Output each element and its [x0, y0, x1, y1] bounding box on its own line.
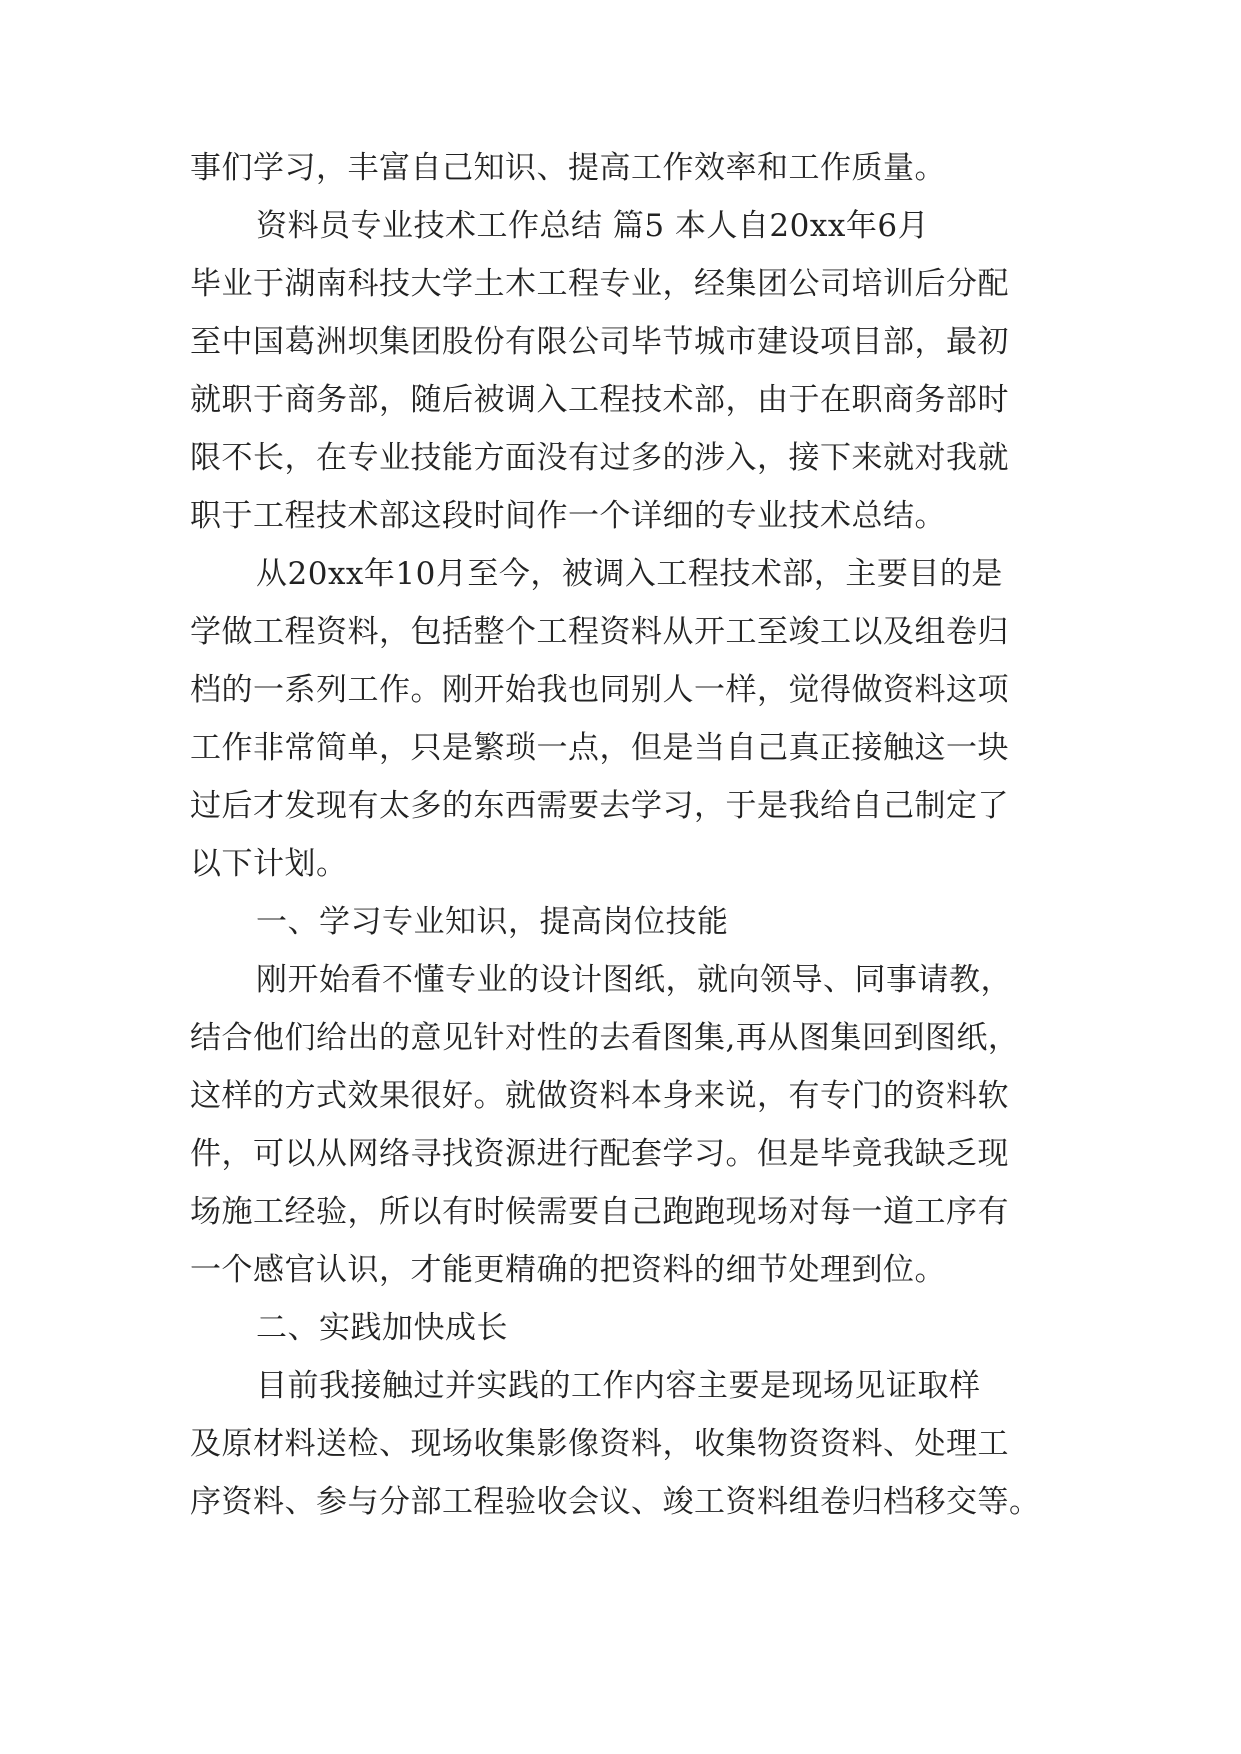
text-line: 以下计划。 [190, 846, 348, 882]
text-line: 职于工程技术部这段时间作一个详细的专业技术总结。 [190, 498, 946, 534]
subheading-1: 一、学习专业知识，提高岗位技能 [256, 904, 729, 940]
text-line: 一个感官认识，才能更精确的把资料的细节处理到位。 [190, 1252, 946, 1288]
text-line: 至中国葛洲坝集团股份有限公司毕节城市建设项目部，最初 [190, 324, 1009, 360]
paragraph-start: 刚开始看不懂专业的设计图纸，就向领导、同事请教， [256, 962, 1012, 998]
text-line: 这样的方式效果很好。就做资料本身来说，有专门的资料软 [190, 1078, 1009, 1114]
section-heading: 资料员专业技术工作总结 篇5 本人自20xx年6月 [256, 208, 930, 244]
text-line: 过后才发现有太多的东西需要去学习，于是我给自己制定了 [190, 788, 1009, 824]
text-line: 限不长，在专业技能方面没有过多的涉入，接下来就对我就 [190, 440, 1009, 476]
text-line: 场施工经验，所以有时候需要自己跑跑现场对每一道工序有 [190, 1194, 1009, 1230]
paragraph-start: 从20xx年10月至今，被调入工程技术部，主要目的是 [256, 556, 1003, 592]
text-line: 就职于商务部，随后被调入工程技术部，由于在职商务部时 [190, 382, 1009, 418]
text-line: 结合他们给出的意见针对性的去看图集,再从图集回到图纸， [190, 1020, 1020, 1056]
text-line: 及原材料送检、现场收集影像资料，收集物资资料、处理工 [190, 1426, 1009, 1462]
text-line: 档的一系列工作。刚开始我也同别人一样，觉得做资料这项 [190, 672, 1009, 708]
subheading-2: 二、实践加快成长 [256, 1310, 508, 1346]
text-line: 件，可以从网络寻找资源进行配套学习。但是毕竟我缺乏现 [190, 1136, 1009, 1172]
text-line: 序资料、参与分部工程验收会议、竣工资料组卷归档移交等。 [190, 1484, 1041, 1520]
text-line: 工作非常简单，只是繁琐一点，但是当自己真正接触这一块 [190, 730, 1009, 766]
paragraph-start: 目前我接触过并实践的工作内容主要是现场见证取样 [256, 1368, 981, 1404]
text-line: 事们学习，丰富自己知识、提高工作效率和工作质量。 [190, 150, 946, 186]
text-line: 学做工程资料，包括整个工程资料从开工至竣工以及组卷归 [190, 614, 1009, 650]
text-line: 毕业于湖南科技大学土木工程专业，经集团公司培训后分配 [190, 266, 1009, 302]
